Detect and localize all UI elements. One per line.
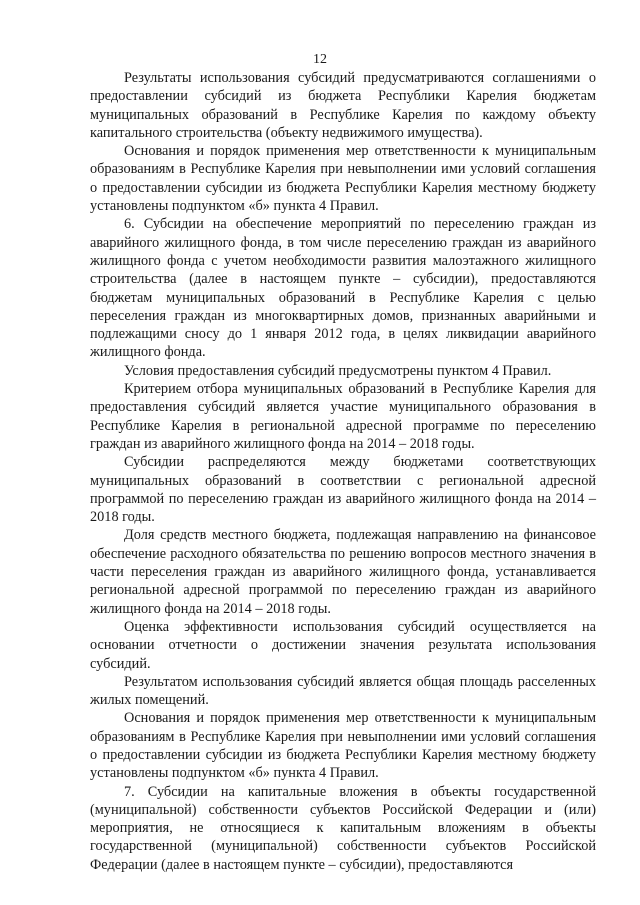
paragraph-liability-grounds: Основания и порядок применения мер ответственности к муниципальным образованиям в Республике Карелия при невыполнении ими условий соглашения о предоставлении субсидии из бюджета Республики Карелия местному бюджету установлены подпунктом «б» пункта 4 Правил. [90, 143, 596, 215]
paragraph-selection-criterion: Критерием отбора муниципальных образований в Республике Карелия для предоставления субсидий является участие муниципального образования в Республике Карелия в региональной адресной программе по переселению граждан из аварийного жилищного фонда на 2014 – 2018 годы. [90, 381, 596, 452]
paragraph-distribution: Субсидии распределяются между бюджетами соответствующих муниципальных образований в соответствии с региональной адресной программой по переселению граждан из аварийного жилищного фонда на 2014 – 2018 годы. [90, 454, 596, 526]
document-body [90, 69, 596, 874]
paragraph-liability-grounds-2: Основания и порядок применения мер ответственности к муниципальным образованиям в Республике Карелия при невыполнении ими условий соглашения о предоставлении субсидии из бюджета Республики Карелия местному бюджету установлены подпунктом «б» пункта 4 Правил. [90, 710, 596, 782]
paragraph-item-7-capital-investments: 7. Субсидии на капитальные вложения в объекты государственной (муниципальной) собственности субъектов Российской Федерации и (или) мероприятия, не относящиеся к капитальным вложениям в объекты государственной (муниципальной) собственности субъектов Российской Федерации (далее в настоящем пункте – субсидии), предоставляются [90, 783, 596, 873]
paragraph-item-6-resettlement-subsidies: 6. Субсидии на обеспечение мероприятий по переселению граждан из аварийного жилищного фонда, в том числе переселению граждан из аварийного жилищного фонда с учетом необходимости развития малоэтажного жилищного строительства (далее в настоящем пункте – субсидии), предоставляются бюджетам муниципальных образований в Республике Карелия с целью переселения граждан из многоквартирных домов, признанных аварийными и подлежащими сносу до 1 января 2012 года, в целях ликвидации аварийного жилищного фонда. [90, 216, 596, 361]
paragraph-conditions: Условия предоставления субсидий предусмотрены пунктом 4 Правил. [124, 362, 552, 379]
paragraph-efficiency-assessment: Оценка эффективности использования субсидий осуществляется на основании отчетности о достижении значения результата использования субсидий. [90, 618, 596, 672]
paragraph-result-indicator: Результатом использования субсидий является общая площадь расселенных жилых помещений. [90, 673, 596, 709]
paragraph-local-budget-share: Доля средств местного бюджета, подлежащая направлению на финансовое обеспечение расходного обязательства по решению вопросов местного значения в части переселения граждан из аварийного жилищного фонда, устанавливается региональной адресной программой по переселению граждан из аварийного жилищного фонда на 2014 – 2018 годы. [90, 527, 596, 617]
paragraph-results-of-subsidies: Результаты использования субсидий предусматриваются соглашениями о предоставлении субсидий из бюджета Республики Карелия бюджетам муниципальных образований в Республике Карелия по каждому объекту капитального строительства (объекту недвижимого имущества). [90, 70, 596, 141]
page-number: 12 [313, 52, 327, 67]
